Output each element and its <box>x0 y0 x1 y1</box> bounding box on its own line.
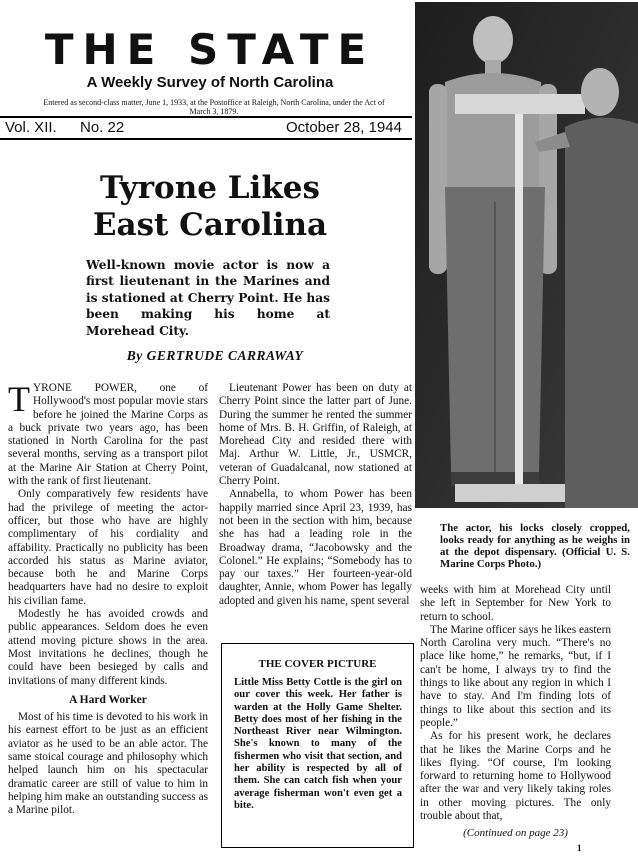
issue-rule-top <box>0 116 412 118</box>
paragraph: Most of his time is devoted to his work in his earnest effort to be just as an efficient aviator as he used to be an able actor. The same stoical courage and philosophy which helped launch him on his spectacular dramatic career are still of value to him in helping him make an outstanding success as a Marine pilot. <box>8 711 208 817</box>
paragraph: As for his present work, he declares that he likes the Marine Corps and he likes flying. “Of course, I'm looking forward to returning home to Hollywood after the war and very likely taking roles in other moving pictures. The only trouble about that, <box>420 730 611 823</box>
issue-number: No. 22 <box>80 119 125 136</box>
paragraph: weeks with him at Morehead City until she left in September for New York to return to school. <box>420 584 611 623</box>
paragraph-text: YRONE POWER, one of Hollywood's most popular movie stars before he joined the Marine Corps as a buck private two years ago, has been stationed in North Carolina for the past several months, serving as a transport pilot at the Marine Air Station at Cherry Point, with the rank of first lieutenant. <box>8 382 208 488</box>
masthead-subtitle: A Weekly Survey of North Carolina <box>86 74 334 91</box>
article-column-2 <box>219 382 412 608</box>
drop-cap: T <box>8 379 30 419</box>
cover-picture-box <box>221 643 414 848</box>
photo-tyrone-power-weighing <box>415 2 638 508</box>
photo-illustration <box>415 2 638 508</box>
paragraph: Lieutenant Power has been on duty at Cherry Point since the latter part of June. During the summer he rented the summer home of Mrs. B. H. Griffin, of Raleigh, at Morehead City and resided there with Maj. Arthur W. Little, Jr., USMCR, veteran of Guadalcanal, now stationed at Cherry Point. <box>219 382 412 488</box>
issue-date: October 28, 1944 <box>286 119 402 136</box>
headline <box>40 170 380 244</box>
cover-box-title: THE COVER PICTURE <box>258 658 377 670</box>
article-column-1 <box>8 379 208 818</box>
deck: Well-known movie actor is now a first lieutenant in the Marines and is stationed at Cherry Point. He has been making his home at Morehead City. <box>86 258 330 338</box>
masthead-title: THE STATE <box>44 25 376 74</box>
byline: By GERTRUDE CARRAWAY <box>126 348 304 363</box>
headline-line-1: Tyrone Likes <box>100 170 320 206</box>
photo-caption: The actor, his locks closely cropped, looks ready for anything as he weighs in at the depot dispensary. (Official U. S. Marine Corps Photo.) <box>440 522 630 570</box>
cover-box-body: Little Miss Betty Cottle is the girl on our cover this week. Her father is warden at the Holly Game Shelter. Betty does most of her fishing in the Northeast River near Wilmington. She's known to many of the fishermen who visit that section, and her ability is respected by all of them. She can catch fish when your average fisherman won't even get a bite. <box>234 677 402 811</box>
paragraph: Annabella, to whom Power has been happily married since April 23, 1939, has not been in the section with him, because she has had a leading role in the Broadway drama, “Jacobowsky and the Colonel.” He explains; “Somebody has to pay our taxes.” Her fourteen-year-old daughter, Annie, whom Power has legally adopted and given his name, spent several <box>219 488 412 607</box>
paragraph <box>8 379 208 488</box>
issue-rule-bottom <box>0 138 412 140</box>
headline-line-2: East Carolina <box>92 207 328 243</box>
page-number: 1 <box>577 843 582 853</box>
paragraph: Only comparatively few residents have had the privilege of meeting the actor-officer, but those who have are highly complimentary of his cordiality and affability. Practically no publicity has been accorded his status as Marine aviator, because both he and Marine Corps headquarters have had no desire to exploit his civilian fame. <box>8 488 208 607</box>
article-column-3 <box>420 584 611 841</box>
paragraph: Modestly he has avoided crowds and public appearances. Seldom does he even attend moving picture shows in the area. Most invitations he declines, though he could have been besieged by calls and invitations of many different kinds. <box>8 608 208 687</box>
entry-note: Entered as second-class matter, June 1, 1933, at the Postoffice at Raleigh, North Carolina, under the Act of March 3, 1879. <box>43 98 385 116</box>
continued-notice: (Continued on page 23) <box>463 827 568 840</box>
section-heading: A Hard Worker <box>69 693 147 706</box>
paragraph: The Marine officer says he likes eastern North Carolina very much. “There's no place like home,” he remarks, “but, if I can't be home, I always try to find the things to like about any region in which I have to stay. And I'm finding lots of things to like about this section and its people.” <box>420 623 611 729</box>
issue-volume: Vol. XII. <box>5 119 57 136</box>
